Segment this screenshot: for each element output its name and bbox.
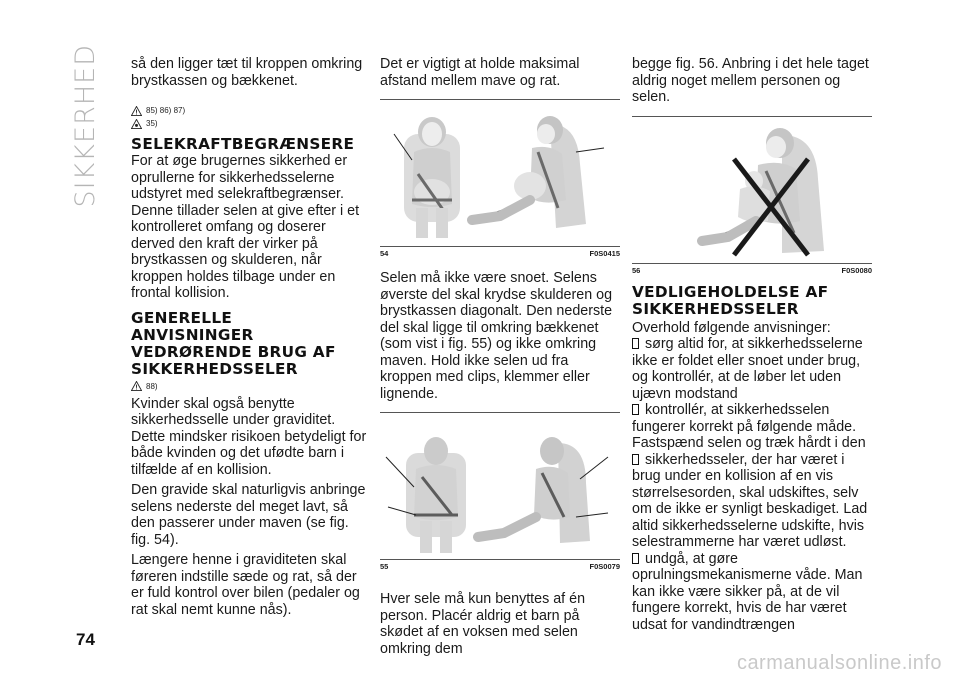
caution-ref-numbers: 35) xyxy=(146,119,158,128)
bullet-item xyxy=(632,452,872,551)
bullet-item xyxy=(632,551,872,634)
column-2 xyxy=(380,56,620,657)
belt-position-paragraph: Selen må ikke være snoet. Selens øverste del skal krydse skulderen og brystkassen diagonalt. Den nederste del skal ligge til omkring bækkenet (som vist i fig. 55) og ikke omkring maven. Hold ikke selen ud fra kroppen med clips, klemmer eller lignende. xyxy=(380,270,613,402)
figure-55-belt-position xyxy=(380,417,620,559)
figure-number: 55 xyxy=(380,562,389,571)
heading-load-limiter: SELEKRAFTBEGRÆNSERE xyxy=(131,135,355,153)
intro-paragraph: begge fig. 56. Anbring i det hele taget aldrig noget mellem personen og selen. xyxy=(632,56,869,105)
illustration-child-on-lap-prohibited xyxy=(632,121,872,263)
illustration-pregnant-woman xyxy=(380,104,620,246)
warning-refs-2 xyxy=(131,381,371,392)
bullet-item xyxy=(632,402,872,452)
figure-code: F0S0415 xyxy=(589,249,620,258)
pregnancy-paragraph-1: Kvinder skal også benytte sikkerhedsselle under graviditet. Dette mindsker risikoen betydeligt for både kvinden og det ufødte barn i tilfælde af en kollision. xyxy=(131,395,367,478)
divider xyxy=(380,412,620,413)
warning-icon xyxy=(131,106,142,116)
bullet-text: sørg altid for, at sikkerhedsselerne ikke er foldet eller snoet under brug, og kontrollér, at de løber let uden ujævn modstand xyxy=(632,336,863,402)
section-side-label: SIKKERHED xyxy=(70,44,101,208)
heading-general-line-3: VEDRØRENDE BRUG AF xyxy=(131,342,336,361)
one-person-paragraph: Hver sele må kun benyttes af én person. Placér aldrig et barn på skødet af en voksen med selen omkring dem xyxy=(380,591,586,657)
column-3 xyxy=(632,56,872,633)
maintenance-intro: Overhold følgende anvisninger: xyxy=(632,319,831,336)
pregnancy-paragraph-3: Længere henne i graviditeten skal føreren indstille sæde og rat, så der er fuld kontrol over bilen (pedaler og rat skal nemt kunne nås). xyxy=(131,552,360,618)
pregnancy-paragraph-2: Den gravide skal naturligvis anbringe selens nederste del meget lavt, så den passerer under maven (se fig. fig. 54). xyxy=(131,482,366,548)
bullet-icon xyxy=(632,404,639,415)
figure-55-caption xyxy=(380,560,620,571)
bullet-text: sikkerhedsseler, der har været i brug under en kollision af en vis størrelsesorden, skal udskiftes, selv om de ikke er synligt beskadiget. Lad altid sikkerhedsselerne udskifte, hvis selestrammerne har været udløst. xyxy=(632,451,868,550)
figure-code: F0S0079 xyxy=(589,562,620,571)
watermark[interactable]: carmanualsonline.info xyxy=(736,652,942,674)
warning-refs xyxy=(131,105,371,116)
caution-icon xyxy=(131,119,142,129)
figure-code: F0S0080 xyxy=(841,265,872,275)
bullet-icon xyxy=(632,338,639,349)
bullet-item xyxy=(632,336,872,402)
heading-maintenance-line-1: VEDLIGEHOLDELSE AF xyxy=(632,282,829,301)
bullet-text: undgå, at gøre oprulningsmekanismerne våde. Man kan ikke være sikker på, at de vil fungere korrekt, hvis de har været udsat for vandindtrængen xyxy=(632,550,863,633)
caution-refs xyxy=(131,118,371,129)
figure-54-caption xyxy=(380,247,620,258)
heading-general-line-4: SIKKERHEDSSELER xyxy=(131,359,298,378)
heading-general-line-2: ANVISNINGER xyxy=(131,325,254,344)
heading-maintenance-line-2: SIKKERHEDSSELER xyxy=(632,299,799,318)
intro-paragraph: Det er vigtigt at holde maksimal afstand mellem mave og rat. xyxy=(380,56,580,89)
page-number: 74 xyxy=(76,630,95,649)
load-limiter-paragraph: For at øge brugernes sikkerhed er oprullerne for sikkerhedsselerne udstyret med selekraftbegrænser. Denne tillader selen at give efter i et kontrolleret omfang og doserer derved den kraft der virker på brystkassen og skulderen, når kroppen holdes tilbage under en frontal kollision. xyxy=(131,153,360,301)
figure-number: 54 xyxy=(380,249,389,258)
warning-ref-numbers: 85) 86) 87) xyxy=(146,106,186,115)
bullet-icon xyxy=(632,553,639,564)
intro-paragraph: så den ligger tæt til kroppen omkring brystkassen og bækkenet. xyxy=(131,56,363,89)
figure-54-pregnant-belt xyxy=(380,104,620,246)
illustration-belted-adults xyxy=(380,417,620,559)
warning-ref-numbers: 88) xyxy=(146,381,158,391)
figure-56-caption xyxy=(632,264,872,275)
figure-number: 56 xyxy=(632,265,641,275)
warning-icon xyxy=(131,381,142,391)
column-1 xyxy=(131,56,371,618)
heading-general-line-1: GENERELLE xyxy=(131,308,233,327)
divider xyxy=(380,99,620,100)
divider xyxy=(632,116,872,117)
bullet-icon xyxy=(632,454,639,465)
bullet-text: kontrollér, at sikkerhedsselen fungerer korrekt på følgende måde. Fastspænd selen og træk hårdt i den xyxy=(632,402,866,451)
figure-56-child-on-lap xyxy=(632,121,872,263)
